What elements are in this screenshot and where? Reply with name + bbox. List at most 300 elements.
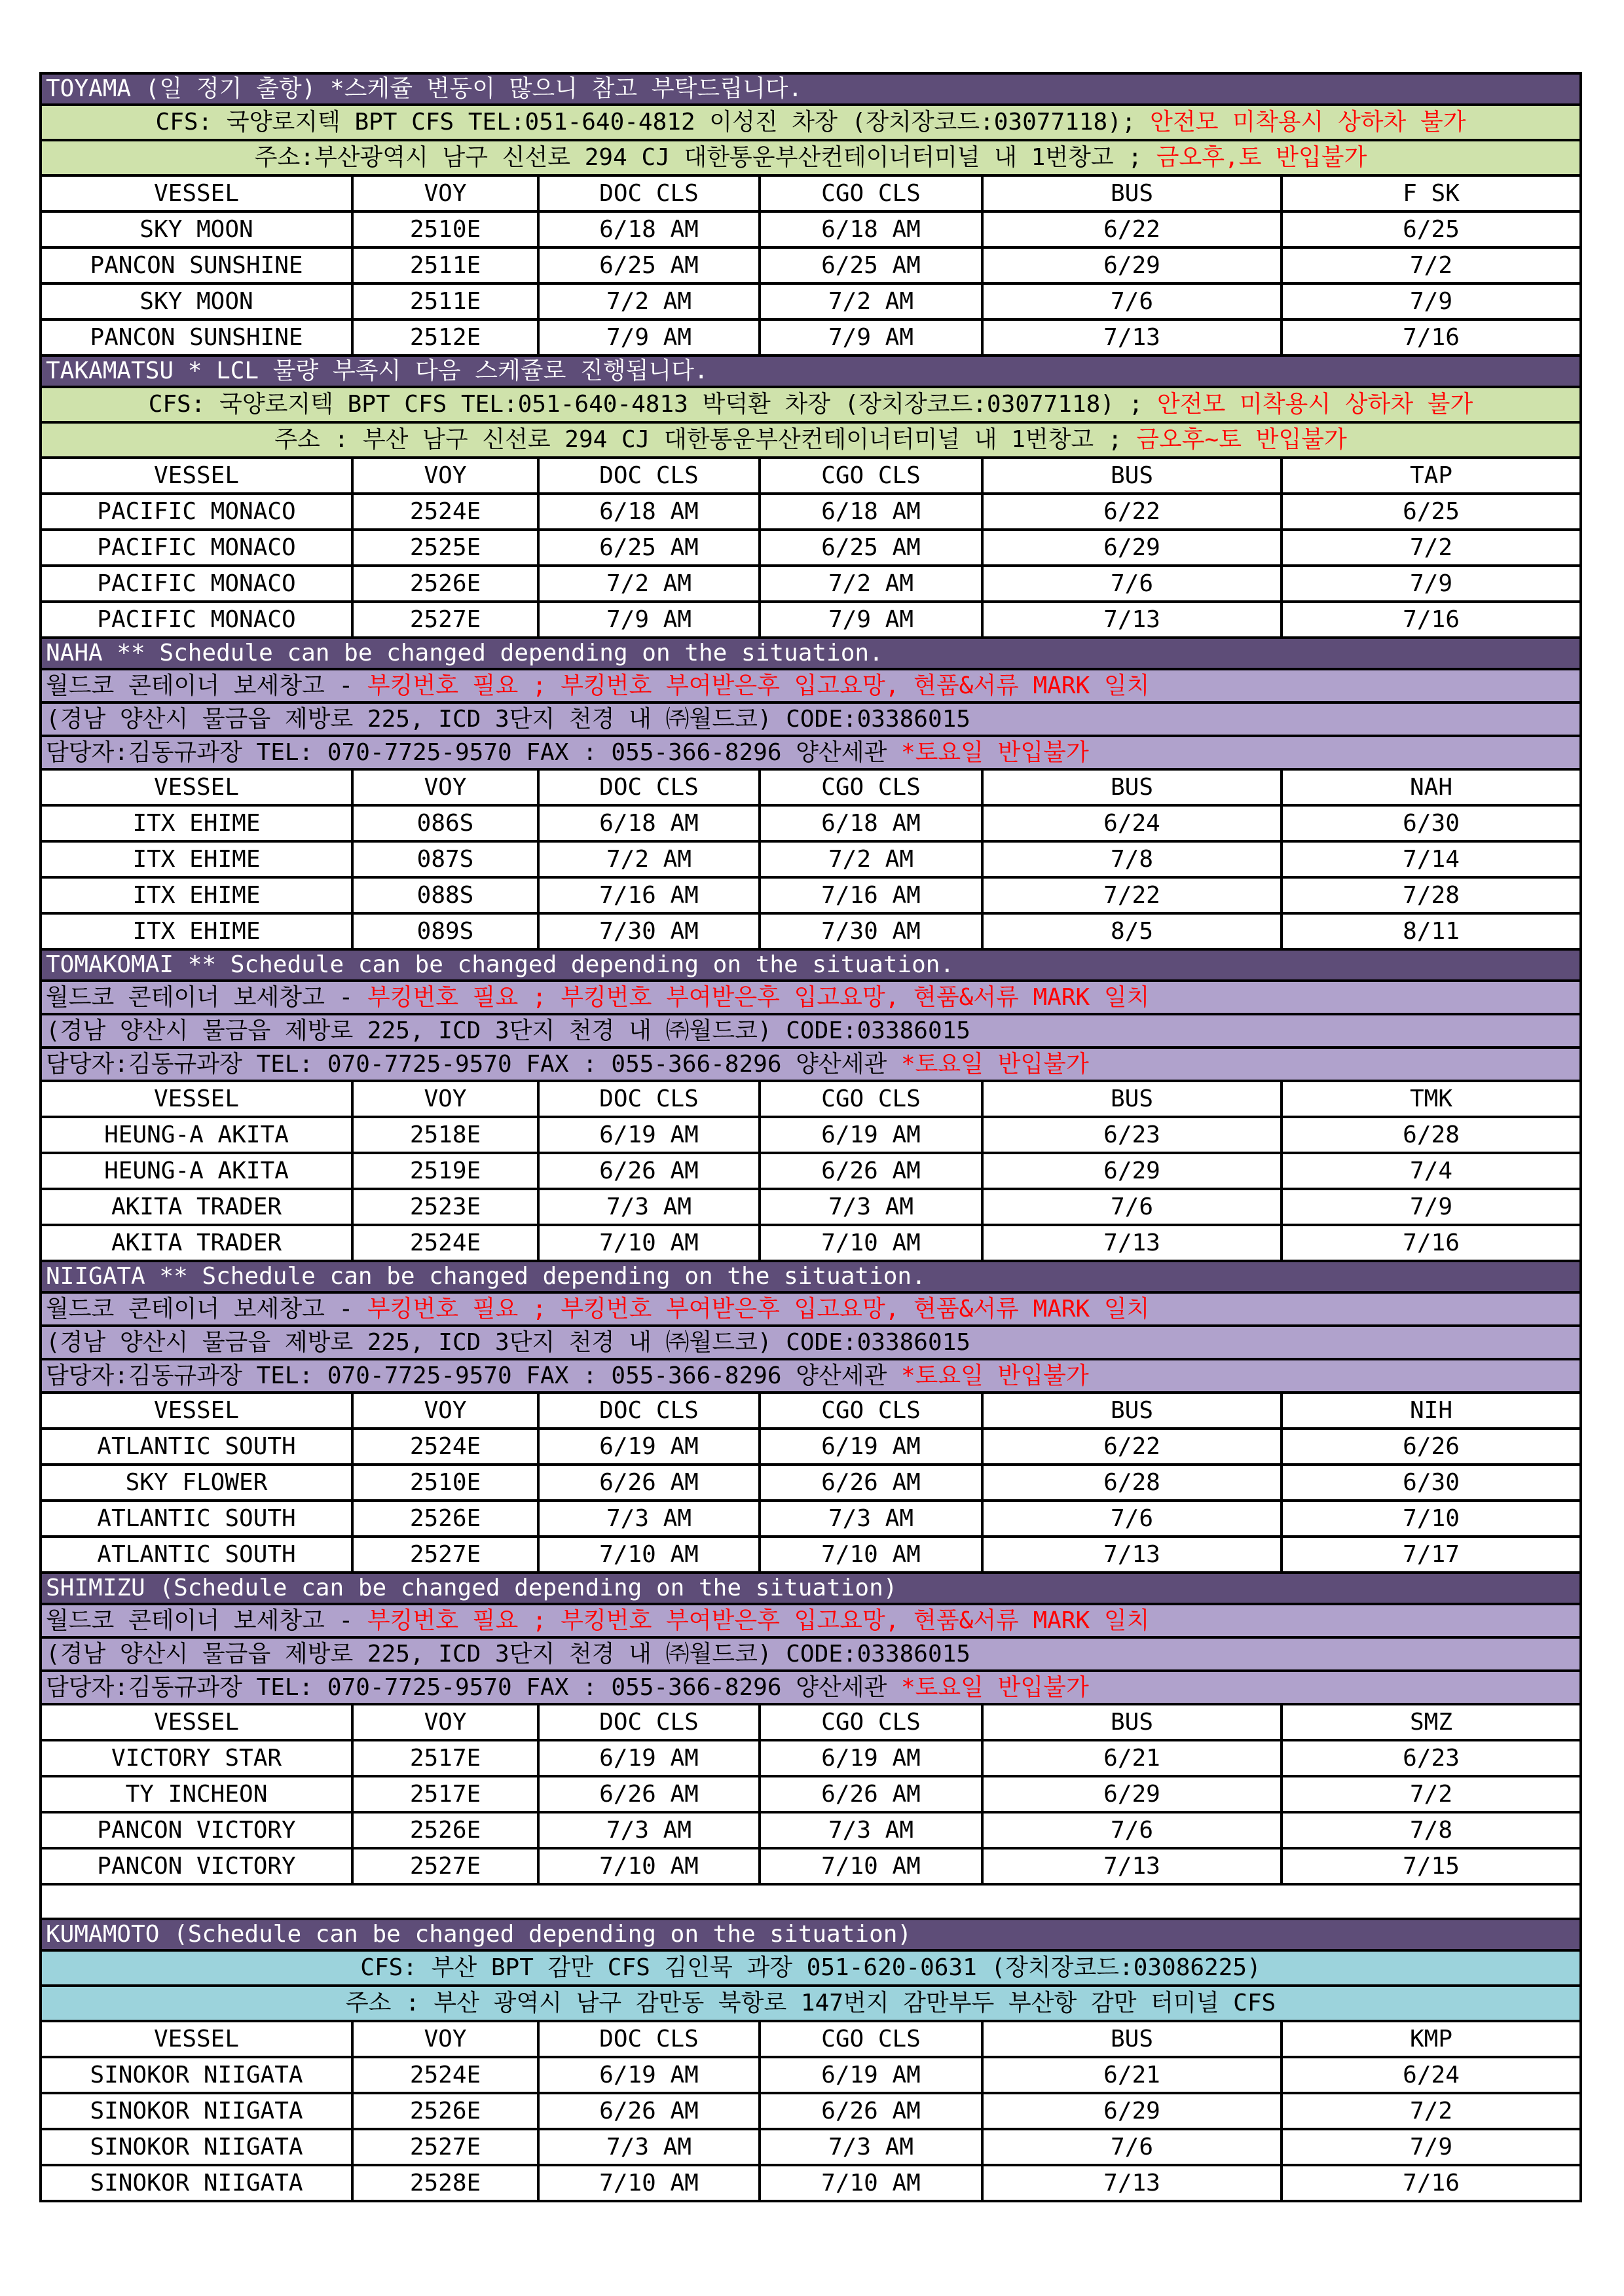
table-row [41, 1812, 1581, 1848]
table-cell: 7/10 AM [538, 1848, 760, 1884]
table-cell: 7/6 [982, 2129, 1282, 2165]
table-cell: ITX EHIME [41, 841, 352, 877]
column-header: BUS [982, 458, 1282, 494]
column-header: BUS [982, 2021, 1282, 2057]
column-header: CGO CLS [760, 1393, 982, 1429]
section-info-line [41, 1637, 1581, 1671]
table-cell: 7/3 AM [538, 1501, 760, 1537]
column-header: CGO CLS [760, 769, 982, 805]
table-cell: 2518E [352, 1117, 538, 1153]
table-cell: ATLANTIC SOUTH [41, 1501, 352, 1537]
table-cell: 6/25 AM [538, 247, 760, 283]
column-header: BUS [982, 1704, 1282, 1740]
section-info-line [41, 1950, 1581, 1986]
table-cell: PACIFIC MONACO [41, 602, 352, 638]
info-warning: 부킹번호 필요 ; 부킹번호 부여받은후 입고요망, 현품&서류 MARK 일치 [367, 983, 1150, 1011]
info-warning: 금오후~토 반입불가 [1136, 426, 1347, 453]
table-cell: 6/19 AM [760, 1429, 982, 1465]
table-row [41, 566, 1581, 602]
table-cell: PANCON VICTORY [41, 1848, 352, 1884]
table-cell: 2517E [352, 1776, 538, 1812]
table-cell: 2512E [352, 319, 538, 355]
table-cell: 2511E [352, 283, 538, 319]
table-cell: 6/25 AM [538, 530, 760, 566]
table-cell: 6/26 AM [538, 2093, 760, 2129]
table-cell: 6/29 [982, 1153, 1282, 1189]
section-info-line [41, 1986, 1581, 2021]
table-cell: 7/9 [1282, 1189, 1581, 1225]
table-row [41, 1776, 1581, 1812]
table-cell: 6/26 AM [760, 2093, 982, 2129]
table-cell: 2528E [352, 2165, 538, 2201]
section-title: NIIGATA ** Schedule can be changed depending on the situation. [41, 1261, 1581, 1292]
section-title: TOMAKOMAI ** Schedule can be changed depending on the situation. [41, 949, 1581, 981]
table-cell: 089S [352, 913, 538, 949]
table-cell: 7/9 AM [538, 319, 760, 355]
section-title: KUMAMOTO (Schedule can be changed depending on the situation) [41, 1919, 1581, 1950]
column-header: DOC CLS [538, 458, 760, 494]
table-row [41, 494, 1581, 530]
info-text: 담당자:김동규과장 TEL: 070-7725-9570 FAX : 055-366-8296 양산세관 [46, 1050, 901, 1078]
info-text: (경남 양산시 물금읍 제방로 225, ICD 3단지 천경 내 ㈜월드코) CODE:03386015 [46, 1017, 970, 1044]
table-cell: 6/26 AM [760, 1776, 982, 1812]
column-header: DOC CLS [538, 2021, 760, 2057]
info-warning: 부킹번호 필요 ; 부킹번호 부여받은후 입고요망, 현품&서류 MARK 일치 [367, 1607, 1150, 1634]
table-cell: 2524E [352, 1429, 538, 1465]
column-header: CGO CLS [760, 2021, 982, 2057]
table-cell: 6/29 [982, 247, 1282, 283]
column-header: BUS [982, 1393, 1282, 1429]
table-cell: 7/10 AM [538, 2165, 760, 2201]
table-cell: 6/28 [982, 1465, 1282, 1501]
section-info-line [41, 981, 1581, 1014]
section-info-row [41, 1637, 1581, 1671]
table-cell: 2517E [352, 1740, 538, 1776]
column-header: DOC CLS [538, 769, 760, 805]
column-header: VESSEL [41, 458, 352, 494]
schedule-table [39, 72, 1582, 2202]
table-cell: 7/13 [982, 2165, 1282, 2201]
table-cell: 7/9 AM [760, 319, 982, 355]
table-row [41, 1501, 1581, 1537]
section-info-row [41, 669, 1581, 702]
info-warning: *토요일 반입불가 [900, 1362, 1089, 1389]
table-cell: 7/9 [1282, 283, 1581, 319]
table-row [41, 841, 1581, 877]
info-warning: *토요일 반입불가 [900, 1050, 1089, 1078]
table-row [41, 1465, 1581, 1501]
info-text: 주소 : 부산 광역시 남구 감만동 북항로 147번지 감만부두 부산항 감만 터미널 CFS [345, 1990, 1276, 2016]
table-cell: 6/24 [1282, 2057, 1581, 2093]
table-row [41, 1153, 1581, 1189]
table-cell: 7/2 AM [538, 566, 760, 602]
column-header: VESSEL [41, 1393, 352, 1429]
table-cell: 7/16 [1282, 602, 1581, 638]
table-cell: 2526E [352, 566, 538, 602]
info-warning: 부킹번호 필요 ; 부킹번호 부여받은후 입고요망, 현품&서류 MARK 일치 [367, 672, 1150, 699]
table-cell: 7/10 AM [760, 1848, 982, 1884]
table-row [41, 1848, 1581, 1884]
table-cell: 6/19 AM [760, 1117, 982, 1153]
table-cell: 2526E [352, 1812, 538, 1848]
section-info-line [41, 140, 1581, 175]
table-row [41, 1117, 1581, 1153]
section-info-row [41, 140, 1581, 175]
table-cell: 7/16 [1282, 1225, 1581, 1261]
table-cell: 6/19 AM [760, 2057, 982, 2093]
table-cell: 7/6 [982, 1812, 1282, 1848]
info-text: (경남 양산시 물금읍 제방로 225, ICD 3단지 천경 내 ㈜월드코) CODE:03386015 [46, 705, 970, 733]
table-cell: 7/3 AM [538, 1812, 760, 1848]
table-row [41, 1740, 1581, 1776]
column-header-row [41, 2021, 1581, 2057]
table-cell: 6/18 AM [538, 211, 760, 247]
table-cell: PANCON VICTORY [41, 1812, 352, 1848]
info-text: (경남 양산시 물금읍 제방로 225, ICD 3단지 천경 내 ㈜월드코) CODE:03386015 [46, 1640, 970, 1667]
column-header-row [41, 175, 1581, 211]
table-cell: 7/14 [1282, 841, 1581, 877]
table-cell: 2527E [352, 1848, 538, 1884]
table-cell: 6/21 [982, 1740, 1282, 1776]
section-info-row [41, 1292, 1581, 1326]
section-info-line [41, 105, 1581, 140]
table-cell: 6/21 [982, 2057, 1282, 2093]
column-header: DOC CLS [538, 1704, 760, 1740]
table-row [41, 319, 1581, 355]
table-cell: 2524E [352, 2057, 538, 2093]
info-text: 월드코 콘테이너 보세창고 - [46, 1607, 367, 1634]
table-cell: 7/16 AM [760, 877, 982, 913]
table-cell: VICTORY STAR [41, 1740, 352, 1776]
table-row [41, 530, 1581, 566]
table-row [41, 1429, 1581, 1465]
table-cell: 2527E [352, 2129, 538, 2165]
section-info-row [41, 1671, 1581, 1704]
info-text: 주소:부산광역시 남구 신선로 294 CJ 대한통운부산컨테이너터미널 내 1번창고 ; [254, 144, 1156, 171]
table-cell: SINOKOR NIIGATA [41, 2093, 352, 2129]
section-info-line [41, 1359, 1581, 1393]
table-cell: 6/23 [1282, 1740, 1581, 1776]
column-header: TMK [1282, 1081, 1581, 1117]
table-cell: 7/10 AM [538, 1225, 760, 1261]
table-cell: HEUNG-A AKITA [41, 1153, 352, 1189]
section-title-row [41, 949, 1581, 981]
table-cell: 087S [352, 841, 538, 877]
table-cell: 6/24 [982, 805, 1282, 841]
section-info-row [41, 422, 1581, 458]
schedule-sheet [39, 72, 1579, 2202]
column-header: VOY [352, 769, 538, 805]
table-cell: SKY FLOWER [41, 1465, 352, 1501]
table-cell: 7/8 [982, 841, 1282, 877]
info-warning: *토요일 반입불가 [900, 1673, 1089, 1701]
table-cell: SINOKOR NIIGATA [41, 2057, 352, 2093]
column-header: VOY [352, 2021, 538, 2057]
section-info-row [41, 1326, 1581, 1359]
section-title: SHIMIZU (Schedule can be changed depending on the situation) [41, 1573, 1581, 1604]
table-cell: PACIFIC MONACO [41, 530, 352, 566]
table-cell: 7/3 AM [760, 1812, 982, 1848]
column-header: CGO CLS [760, 458, 982, 494]
table-row [41, 247, 1581, 283]
table-cell: 6/25 AM [760, 247, 982, 283]
table-cell: ITX EHIME [41, 805, 352, 841]
table-cell: SINOKOR NIIGATA [41, 2165, 352, 2201]
column-header: VOY [352, 1081, 538, 1117]
section-info-row [41, 702, 1581, 736]
table-cell: 6/19 AM [538, 1117, 760, 1153]
table-cell: 6/19 AM [538, 1429, 760, 1465]
table-cell: 6/26 AM [760, 1153, 982, 1189]
column-header: VESSEL [41, 1704, 352, 1740]
section-info-line [41, 1326, 1581, 1359]
table-cell: 7/10 [1282, 1501, 1581, 1537]
table-cell: 7/8 [1282, 1812, 1581, 1848]
table-cell: 6/22 [982, 494, 1282, 530]
section-info-line [41, 387, 1581, 422]
table-cell: 7/6 [982, 283, 1282, 319]
section-info-line [41, 1671, 1581, 1704]
info-text: (경남 양산시 물금읍 제방로 225, ICD 3단지 천경 내 ㈜월드코) CODE:03386015 [46, 1328, 970, 1356]
table-cell: 6/26 AM [538, 1153, 760, 1189]
info-warning: *토요일 반입불가 [900, 738, 1089, 766]
table-cell: 6/29 [982, 1776, 1282, 1812]
info-text: CFS: 국양로지텍 BPT CFS TEL:051-640-4812 이성진 차장 (장치장코드:03077118); [155, 109, 1151, 136]
column-header: VOY [352, 175, 538, 211]
column-header: F SK [1282, 175, 1581, 211]
section-info-row [41, 736, 1581, 769]
table-cell: 6/18 AM [760, 211, 982, 247]
section-info-line [41, 736, 1581, 769]
table-cell: 2525E [352, 530, 538, 566]
table-cell: 7/2 AM [760, 566, 982, 602]
table-cell: 7/2 AM [538, 283, 760, 319]
table-cell: 7/22 [982, 877, 1282, 913]
table-row [41, 2093, 1581, 2129]
section-info-row [41, 387, 1581, 422]
info-text: 담당자:김동규과장 TEL: 070-7725-9570 FAX : 055-366-8296 양산세관 [46, 1362, 901, 1389]
info-text: 월드코 콘테이너 보세창고 - [46, 983, 367, 1011]
table-cell: ATLANTIC SOUTH [41, 1429, 352, 1465]
table-cell: 6/19 AM [760, 1740, 982, 1776]
table-cell: 7/13 [982, 1537, 1282, 1573]
table-cell: 2511E [352, 247, 538, 283]
column-header-row [41, 458, 1581, 494]
table-cell: 7/3 AM [760, 1501, 982, 1537]
spacer-row [41, 1884, 1581, 1919]
table-cell: SINOKOR NIIGATA [41, 2129, 352, 2165]
table-cell: 7/17 [1282, 1537, 1581, 1573]
table-cell: 7/10 AM [760, 1225, 982, 1261]
column-header: DOC CLS [538, 175, 760, 211]
info-warning: 부킹번호 필요 ; 부킹번호 부여받은후 입고요망, 현품&서류 MARK 일치 [367, 1295, 1150, 1322]
section-info-line [41, 1048, 1581, 1081]
section-title: TOYAMA (일 정기 출항) *스케쥴 변동이 많으니 참고 부탁드립니다. [41, 73, 1581, 105]
table-cell: PANCON SUNSHINE [41, 247, 352, 283]
column-header-row [41, 1704, 1581, 1740]
column-header: TAP [1282, 458, 1581, 494]
table-cell: 6/22 [982, 211, 1282, 247]
column-header: VESSEL [41, 175, 352, 211]
section-title-row [41, 1261, 1581, 1292]
column-header: VESSEL [41, 769, 352, 805]
table-cell: 6/18 AM [760, 805, 982, 841]
table-cell: 8/11 [1282, 913, 1581, 949]
section-title-row [41, 1573, 1581, 1604]
table-cell: 7/10 AM [538, 1537, 760, 1573]
table-cell: 8/5 [982, 913, 1282, 949]
column-header: BUS [982, 1081, 1282, 1117]
table-cell: 2527E [352, 1537, 538, 1573]
table-cell: 7/2 [1282, 247, 1581, 283]
table-cell: 6/29 [982, 2093, 1282, 2129]
table-row [41, 877, 1581, 913]
section-info-row [41, 1604, 1581, 1637]
table-cell: 7/30 AM [538, 913, 760, 949]
table-cell: 2519E [352, 1153, 538, 1189]
table-cell: 2523E [352, 1189, 538, 1225]
table-cell: 7/13 [982, 319, 1282, 355]
table-cell: 7/9 AM [538, 602, 760, 638]
column-header: VESSEL [41, 2021, 352, 2057]
section-info-row [41, 1014, 1581, 1048]
table-cell: 7/2 [1282, 2093, 1581, 2129]
section-title-row [41, 355, 1581, 387]
table-row [41, 283, 1581, 319]
column-header: DOC CLS [538, 1393, 760, 1429]
table-cell: 2510E [352, 211, 538, 247]
section-title: NAHA ** Schedule can be changed depending on the situation. [41, 638, 1581, 669]
table-row [41, 1537, 1581, 1573]
table-cell: 6/25 AM [760, 530, 982, 566]
table-cell: 7/13 [982, 1848, 1282, 1884]
table-cell: AKITA TRADER [41, 1225, 352, 1261]
table-cell: 7/9 [1282, 566, 1581, 602]
table-cell: 2526E [352, 1501, 538, 1537]
table-cell: PANCON SUNSHINE [41, 319, 352, 355]
table-cell: 6/26 AM [760, 1465, 982, 1501]
table-cell: 7/9 AM [760, 602, 982, 638]
table-cell: 6/22 [982, 1429, 1282, 1465]
info-text: CFS: 부산 BPT 감만 CFS 김인묵 과장 051-620-0631 (장치장코드:03086225) [360, 1954, 1261, 1981]
section-info-row [41, 981, 1581, 1014]
section-info-row [41, 1359, 1581, 1393]
table-row [41, 2165, 1581, 2201]
table-cell: 7/16 [1282, 2165, 1581, 2201]
table-cell: 6/29 [982, 530, 1282, 566]
table-cell: 2510E [352, 1465, 538, 1501]
table-cell: 7/6 [982, 1189, 1282, 1225]
info-text: 월드코 콘테이너 보세창고 - [46, 1295, 367, 1322]
table-row [41, 2057, 1581, 2093]
column-header-row [41, 1393, 1581, 1429]
info-text: 담당자:김동규과장 TEL: 070-7725-9570 FAX : 055-366-8296 양산세관 [46, 738, 901, 766]
table-cell: 6/26 [1282, 1429, 1581, 1465]
section-info-row [41, 1986, 1581, 2021]
table-cell: 7/3 AM [760, 1189, 982, 1225]
table-cell: 7/13 [982, 602, 1282, 638]
info-text: 담당자:김동규과장 TEL: 070-7725-9570 FAX : 055-366-8296 양산세관 [46, 1673, 901, 1701]
table-cell: 7/6 [982, 566, 1282, 602]
table-cell: 6/23 [982, 1117, 1282, 1153]
table-cell: 6/18 AM [760, 494, 982, 530]
section-info-line [41, 1604, 1581, 1637]
table-cell: ITX EHIME [41, 877, 352, 913]
section-info-line [41, 669, 1581, 702]
table-cell: 7/28 [1282, 877, 1581, 913]
table-cell: HEUNG-A AKITA [41, 1117, 352, 1153]
table-cell: 7/10 AM [760, 1537, 982, 1573]
table-cell: 7/10 AM [760, 2165, 982, 2201]
table-cell: 6/30 [1282, 1465, 1581, 1501]
table-cell: 7/15 [1282, 1848, 1581, 1884]
section-title-row [41, 1919, 1581, 1950]
table-cell: 7/16 AM [538, 877, 760, 913]
table-cell: 6/26 AM [538, 1465, 760, 1501]
table-cell: SKY MOON [41, 283, 352, 319]
table-cell: 7/2 AM [760, 841, 982, 877]
column-header: BUS [982, 769, 1282, 805]
table-cell: 7/6 [982, 1501, 1282, 1537]
table-cell: SKY MOON [41, 211, 352, 247]
info-warning: 안전모 미착용시 상하차 불가 [1150, 109, 1466, 136]
table-cell: 7/2 AM [760, 283, 982, 319]
spacer-cell [41, 1884, 1581, 1919]
section-info-row [41, 1048, 1581, 1081]
table-cell: 7/16 [1282, 319, 1581, 355]
section-info-line [41, 702, 1581, 736]
table-cell: 7/9 [1282, 2129, 1581, 2165]
column-header: VOY [352, 1704, 538, 1740]
table-cell: 6/18 AM [538, 494, 760, 530]
table-cell: PACIFIC MONACO [41, 566, 352, 602]
table-cell: 6/25 [1282, 494, 1581, 530]
table-cell: 6/19 AM [538, 2057, 760, 2093]
table-cell: 2524E [352, 1225, 538, 1261]
table-cell: ITX EHIME [41, 913, 352, 949]
column-header: CGO CLS [760, 175, 982, 211]
table-row [41, 913, 1581, 949]
table-cell: 2527E [352, 602, 538, 638]
table-cell: 7/2 [1282, 530, 1581, 566]
column-header: DOC CLS [538, 1081, 760, 1117]
column-header: BUS [982, 175, 1282, 211]
table-cell: ATLANTIC SOUTH [41, 1537, 352, 1573]
section-info-row [41, 1950, 1581, 1986]
info-warning: 금오후,토 반입불가 [1156, 144, 1367, 171]
column-header: KMP [1282, 2021, 1581, 2057]
table-cell: 086S [352, 805, 538, 841]
info-text: CFS: 국양로지텍 BPT CFS TEL:051-640-4813 박덕환 차장 (장치장코드:03077118) ; [148, 391, 1157, 418]
column-header: CGO CLS [760, 1081, 982, 1117]
table-cell: 7/3 AM [538, 2129, 760, 2165]
table-cell: AKITA TRADER [41, 1189, 352, 1225]
table-cell: 7/3 AM [538, 1189, 760, 1225]
table-row [41, 1225, 1581, 1261]
table-cell: 7/2 [1282, 1776, 1581, 1812]
table-row [41, 211, 1581, 247]
column-header: NAH [1282, 769, 1581, 805]
table-cell: PACIFIC MONACO [41, 494, 352, 530]
column-header: CGO CLS [760, 1704, 982, 1740]
table-row [41, 1189, 1581, 1225]
section-info-row [41, 105, 1581, 140]
info-warning: 안전모 미착용시 상하차 불가 [1157, 391, 1473, 418]
section-info-line [41, 1014, 1581, 1048]
table-cell: 7/4 [1282, 1153, 1581, 1189]
table-cell: 6/25 [1282, 211, 1581, 247]
table-cell: 2526E [352, 2093, 538, 2129]
